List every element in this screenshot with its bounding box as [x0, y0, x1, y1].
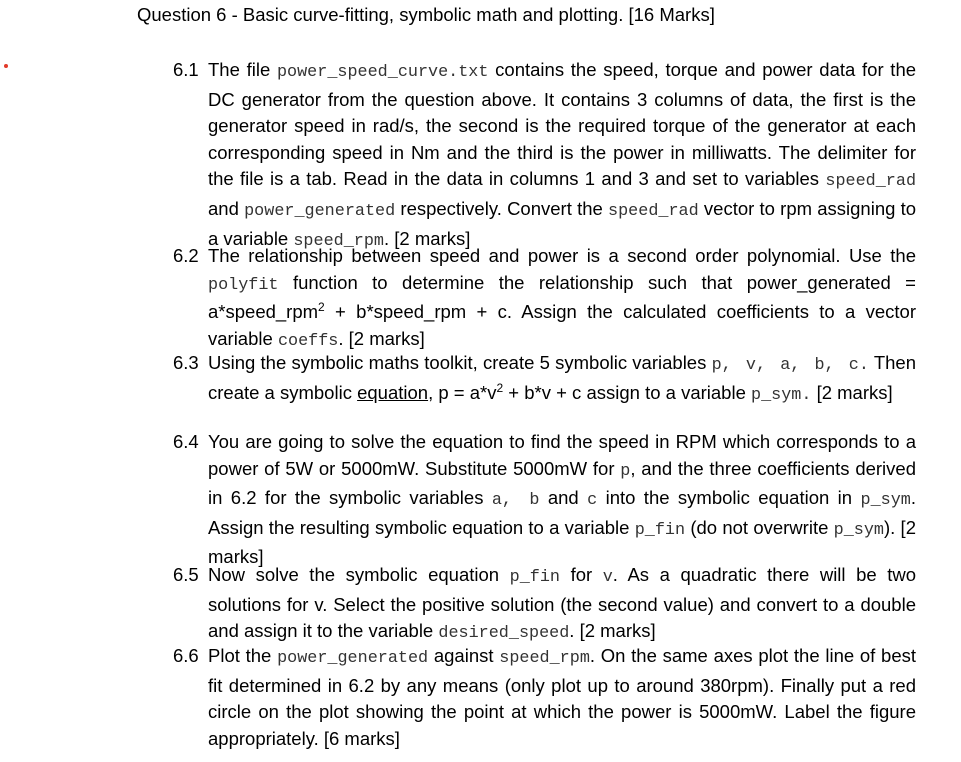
text: and	[208, 197, 239, 219]
text: . [2 marks]	[338, 327, 425, 349]
superscript: 2	[318, 300, 325, 315]
superscript: 2	[496, 380, 504, 395]
question-number: 6.4	[173, 431, 199, 452]
text: for	[570, 564, 593, 585]
text: function to determine the relationship such that power_generated = a*speed_rpm	[208, 271, 916, 323]
code-filename: power_speed_curve.txt	[276, 63, 489, 82]
code-p-fin: p_fin	[634, 520, 686, 540]
underlined-word: equation	[357, 381, 429, 403]
question-number: 6.3	[173, 352, 199, 373]
text: . Assign the resulting symbolic equation to a variable	[208, 487, 916, 538]
code-c: c	[587, 491, 598, 511]
text: You are going to solve the equation to find the speed in RPM which corresponds to a power of 5W or 5000mW. Substitute 5000mW for	[208, 431, 916, 479]
code-p-sym: p_sym	[833, 520, 884, 540]
text: against	[433, 645, 494, 666]
text: and	[547, 487, 579, 509]
question-6-1	[173, 57, 917, 255]
text: into the symbolic equation in	[605, 487, 853, 509]
text: (do not overwrite	[690, 516, 829, 538]
code-a-b: a, b	[491, 491, 540, 511]
question-number: 6.1	[173, 59, 199, 80]
question-6-2	[173, 243, 916, 355]
text: Then create a symbolic	[208, 352, 917, 403]
text: contains the speed, torque and power data for the DC generator from the question above. It contains 3 columns of data, the first is the generator speed in rad/s, the second is the required torque of the generator at each corresponding speed in Nm and the third is the power in milliwatts. The delimiter for the file is a tab. Read in the data in columns 1 and 3 and set to variables	[208, 59, 917, 190]
code-speed-rad: speed_rad	[825, 172, 917, 192]
question-number: 6.5	[173, 564, 199, 585]
question-number: 6.6	[173, 645, 199, 666]
code-p-sym: p_sym	[860, 491, 911, 511]
code-power-generated: power_generated	[244, 201, 396, 221]
question-6-3	[173, 350, 917, 409]
code-speed-rpm: speed_rpm	[293, 231, 384, 251]
code-speed-rpm: speed_rpm	[499, 649, 590, 668]
text: + b*v + c assign to a variable	[508, 381, 746, 403]
text: [2 marks]	[816, 381, 893, 403]
question-6-6	[173, 643, 917, 752]
text: . On the same axes plot the line of best fit determined in 6.2 by any means (only plot up to around 380rpm). Finally put a red circle on the plot showing the point at which the power is 5000mW. Label the figure appropriately. [6 marks]	[208, 645, 917, 749]
code-v: v	[602, 568, 613, 587]
text: , p = a*v	[428, 381, 497, 403]
question-6-5	[173, 562, 917, 648]
code-speed-rad: speed_rad	[608, 201, 699, 221]
code-p: p	[620, 461, 631, 481]
text: + b*speed_rpm + c. Assign the calculated coefficients to a vector variable	[208, 301, 916, 349]
question-number: 6.2	[173, 245, 199, 266]
text: Now solve the symbolic equation	[208, 564, 500, 585]
code-p-fin: p_fin	[509, 568, 560, 587]
text: vector to rpm assigning to a variable	[208, 197, 917, 249]
question-title: Question 6 - Basic curve-fitting, symbolic math and plotting. [16 Marks]	[137, 4, 715, 25]
text: . [2 marks]	[384, 227, 471, 249]
code-desired-speed: desired_speed	[438, 624, 570, 644]
text: Plot the	[208, 645, 272, 666]
code-power-generated: power_generated	[277, 649, 429, 668]
text: The relationship between speed and power is a second order polynomial. Use the	[208, 245, 916, 266]
bullet-dot	[4, 64, 8, 68]
text: Using the symbolic maths toolkit, create 5 symbolic variables	[208, 352, 707, 373]
text: The file	[208, 59, 271, 80]
question-6-4	[173, 429, 916, 571]
text: . As a quadratic there will be two solutions for v. Select the positive solution (the second value) and convert to a double and assign it to the variable	[208, 564, 917, 642]
code-symbolic-vars: p, v, a, b, c.	[711, 356, 869, 375]
text: ). [2 marks]	[208, 516, 916, 568]
text: , and the three coefficients derived in 6.2 for the symbolic variables	[208, 457, 916, 509]
text: . [2 marks]	[569, 620, 656, 642]
code-p-sym: p_sym.	[751, 385, 812, 405]
code-coeffs: coeffs	[277, 331, 339, 351]
code-polyfit: polyfit	[208, 275, 279, 295]
text: respectively. Convert the	[400, 197, 603, 219]
